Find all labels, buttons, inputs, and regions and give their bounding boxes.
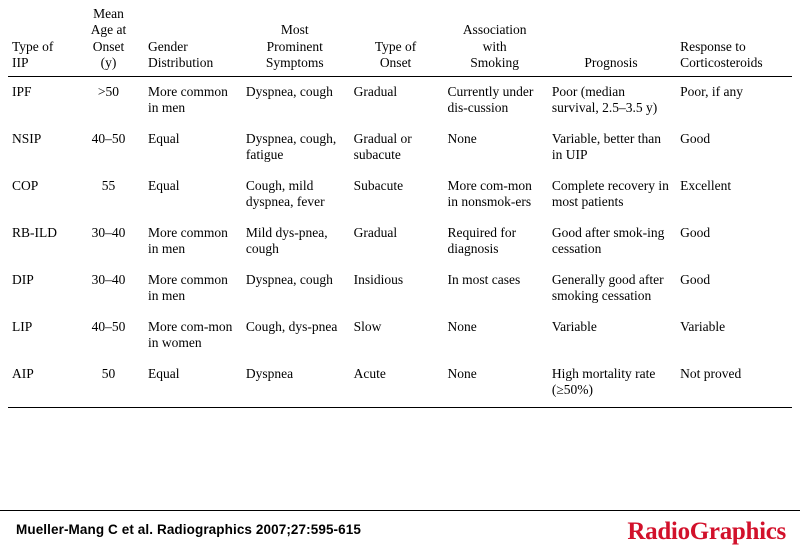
cell-steroids: Good <box>680 271 711 287</box>
cell-gender: Equal <box>148 130 180 146</box>
cell-symptoms: Mild dys-pnea, cough <box>245 224 328 257</box>
cell-age: 30–40 <box>91 224 126 240</box>
cell-steroids: Variable <box>680 318 726 334</box>
cell-onset: Subacute <box>353 177 404 193</box>
table-row <box>8 312 792 359</box>
cell-prognosis: Generally good after smoking cessation <box>551 271 664 304</box>
cell-smoking: None <box>447 130 477 146</box>
cell-age: 50 <box>75 359 144 408</box>
header-prominent-symptoms: Most Prominent Symptoms <box>242 6 350 76</box>
cell-steroids: Good <box>680 130 711 146</box>
table-body <box>8 76 792 408</box>
header-corticosteroid-response: Response to Corticosteroids <box>676 6 792 76</box>
header-type-of-iip: Type of IIP <box>8 6 75 76</box>
cell-age: 55 <box>101 177 116 193</box>
cell-prognosis: Poor (median survival, 2.5–3.5 y) <box>551 83 658 116</box>
cell-gender: Equal <box>144 359 242 408</box>
cell-symptoms: Dyspnea, cough <box>245 271 333 287</box>
cell-onset: Gradual <box>353 224 398 240</box>
table-row <box>8 359 792 408</box>
table-row <box>8 218 792 265</box>
cell-onset: Insidious <box>353 271 404 287</box>
header-row <box>8 6 792 76</box>
header-prognosis: Prognosis <box>548 6 676 76</box>
cell-age: 30–40 <box>91 271 126 287</box>
cell-type: DIP <box>12 271 34 287</box>
table-row <box>8 171 792 218</box>
cell-type: AIP <box>8 359 75 408</box>
cell-onset: Acute <box>350 359 444 408</box>
iip-comparison-table-container <box>8 6 792 408</box>
cell-symptoms: Cough, mild dyspnea, fever <box>245 177 325 210</box>
cell-smoking: None <box>447 318 477 334</box>
cell-symptoms: Dyspnea, cough, fatigue <box>245 130 337 163</box>
cell-gender: More com-mon in women <box>148 318 233 351</box>
citation-text: Mueller-Mang C et al. Radiographics 2007;27:595-615 <box>16 522 361 537</box>
cell-steroids: Good <box>680 224 711 240</box>
cell-steroids: Poor, if any <box>680 83 743 99</box>
cell-smoking: None <box>443 359 547 408</box>
cell-gender: More common in men <box>148 224 228 257</box>
cell-type: IPF <box>12 83 32 99</box>
cell-prognosis: High mortality rate (≥50%) <box>548 359 676 408</box>
table-row <box>8 265 792 312</box>
cell-prognosis: Complete recovery in most patients <box>551 177 669 210</box>
cell-steroids: Not proved <box>676 359 792 408</box>
cell-type: RB-ILD <box>12 224 57 240</box>
slide-footer <box>0 510 800 556</box>
header-type-of-onset: Type of Onset <box>350 6 444 76</box>
cell-onset: Gradual or subacute <box>353 130 412 163</box>
cell-gender: More common in men <box>148 271 228 304</box>
radiographics-logo <box>627 518 786 546</box>
cell-type: LIP <box>12 318 33 334</box>
cell-gender: Equal <box>148 177 180 193</box>
cell-onset: Slow <box>353 318 382 334</box>
table-row <box>8 76 792 123</box>
cell-smoking: In most cases <box>447 271 521 287</box>
header-smoking-association: Association with Smoking <box>443 6 547 76</box>
cell-smoking: More com-mon in nonsmok-ers <box>447 177 532 210</box>
cell-smoking: Required for diagnosis <box>447 224 517 257</box>
cell-prognosis: Variable, better than in UIP <box>551 130 661 163</box>
cell-age: >50 <box>97 83 120 99</box>
cell-onset: Gradual <box>353 83 398 99</box>
table-row <box>8 124 792 171</box>
cell-symptoms: Dyspnea <box>242 359 350 408</box>
cell-prognosis: Good after smok-ing cessation <box>551 224 665 257</box>
cell-symptoms: Cough, dys-pnea <box>245 318 338 334</box>
header-mean-age: Mean Age at Onset (y) <box>75 6 144 76</box>
cell-prognosis: Variable <box>551 318 597 334</box>
logo-radio-text: Radio <box>627 518 690 545</box>
logo-graphics-text: Graphics <box>689 518 786 545</box>
cell-type: NSIP <box>12 130 42 146</box>
cell-gender: More common in men <box>148 83 228 116</box>
cell-type: COP <box>12 177 39 193</box>
cell-age: 40–50 <box>91 130 126 146</box>
table-header <box>8 6 792 76</box>
cell-age: 40–50 <box>91 318 126 334</box>
iip-comparison-table <box>8 6 792 408</box>
cell-steroids: Excellent <box>680 177 732 193</box>
header-gender-distribution: Gender Distribution <box>144 6 242 76</box>
cell-smoking: Currently under dis-cussion <box>447 83 534 116</box>
cell-symptoms: Dyspnea, cough <box>245 83 333 99</box>
